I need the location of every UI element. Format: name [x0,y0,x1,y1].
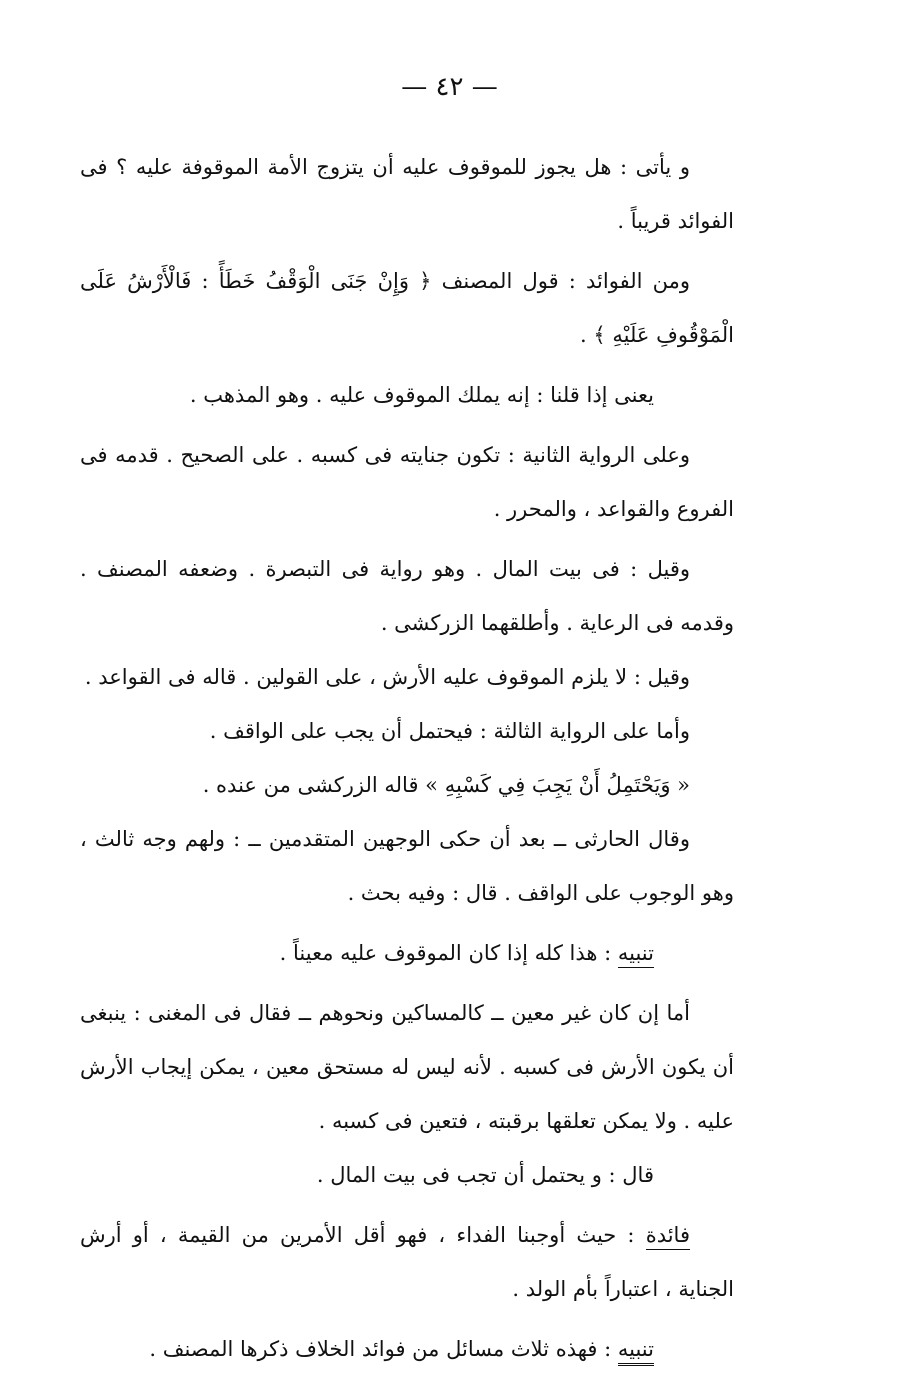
paragraph: قال : و يحتمل أن تجب فى بيت المال . [316,1163,654,1187]
paragraph: أما إن كان غير معين ــ كالمساكين ونحوهم ــ فقال فى المغنى : ينبغى أن يكون الأرش فى كسبه . لأنه ليس له مستحق معين ، يمكن إيجاب الأرش عليه . ولا يمكن تعلقها برقبته ، فتعين فى كسبه . [80,1001,734,1133]
paragraph: وأما على الرواية الثالثة : فيحتمل أن يجب على الواقف . [209,719,690,743]
paragraph [80,1322,734,1376]
paragraph: وقيل : فى بيت المال . وهو رواية فى التبصرة . وضعفه المصنف . وقدمه فى الرعاية . وأطلقهما الزركشى . [80,557,734,635]
paragraph: يعنى إذا قلنا : إنه يملك الموقوف عليه . وهو المذهب . [189,383,654,407]
note-heading: تنبيه [618,1337,654,1366]
page-number: — ٤٢ — [401,72,498,102]
benefit-text: : حيث أوجبنا الفداء ، فهو أقل الأمرين من القيمة ، أو أرش الجناية ، اعتباراً بأم الولد . [80,1223,734,1301]
note-text: : فهذه ثلاث مسائل من فوائد الخلاف ذكرها المصنف . [149,1337,618,1361]
paragraph: وقيل : لا يلزم الموقوف عليه الأرش ، على القولين . قاله فى القواعد . [84,665,690,689]
body-text [80,140,734,1376]
paragraph: و يأتى : هل يجوز للموقوف عليه أن يتزوج الأمة الموقوفة عليه ؟ فى الفوائد قريباً . [80,155,734,233]
paragraph: وعلى الرواية الثانية : تكون جنايته فى كسبه . على الصحيح . قدمه فى الفروع والقواعد ، والمحرر . [80,443,734,521]
paragraph: ومن الفوائد : قول المصنف ﴿ وَإِنْ جَنَى الْوَقْفُ خَطَأً : فَالْأَرْشُ عَلَى الْمَوْقُوفِ عَلَيْهِ ﴾ . [80,269,734,347]
paragraph [80,926,734,980]
paragraph: « وَيَحْتَمِلُ أَنْ يَجِبَ فِي كَسْبِهِ » قاله الزركشى من عنده . [202,773,690,797]
paragraph: وقال الحارثى ــ بعد أن حكى الوجهين المتقدمين ــ : ولهم وجه ثالث ، وهو الوجوب على الواقف . قال : وفيه بحث . [80,827,734,905]
benefit-heading: فائدة [646,1223,690,1250]
note-heading: تنبيه [618,941,654,968]
note-text: : هذا كله إذا كان الموقوف عليه معيناً . [279,941,618,965]
paragraph [80,1208,734,1316]
